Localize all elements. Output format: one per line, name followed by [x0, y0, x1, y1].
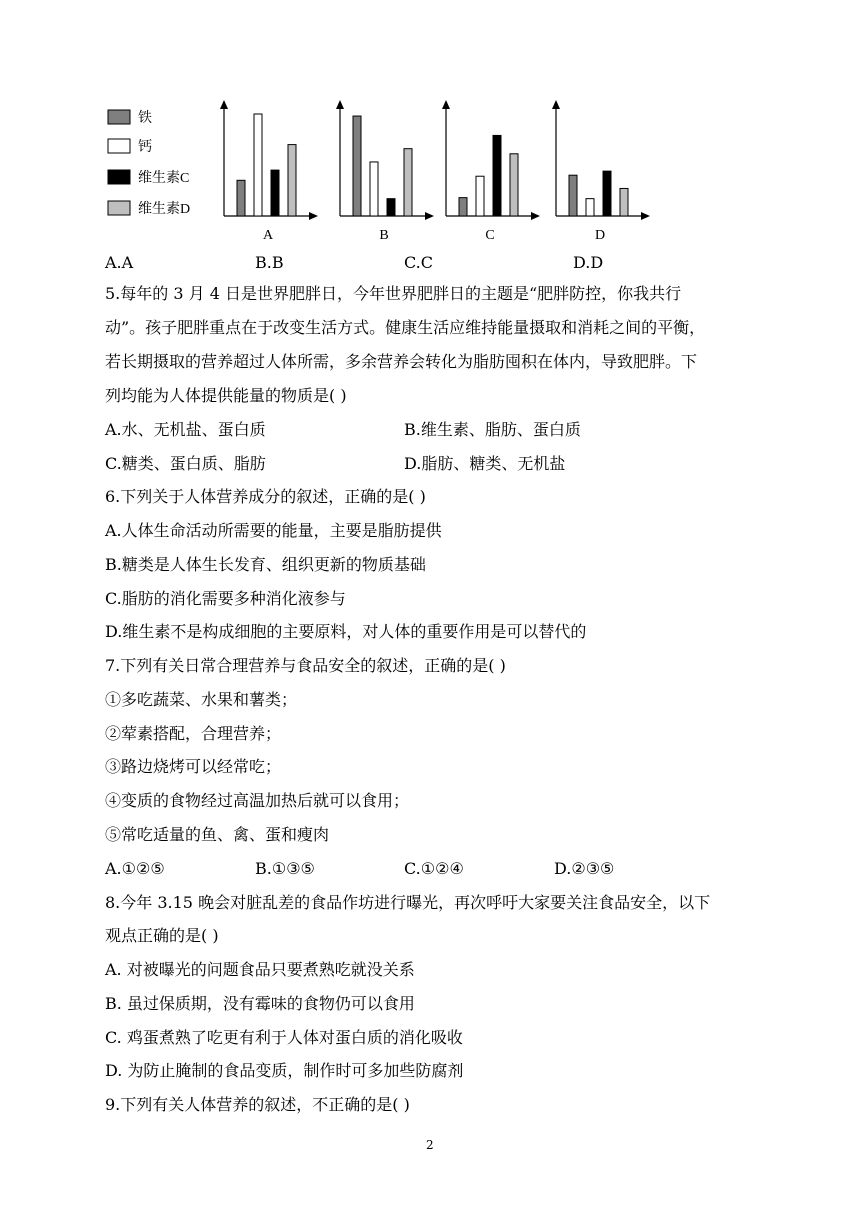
- q7-option-b[interactable]: B.①③⑤: [255, 859, 315, 878]
- bar-d-2: [603, 171, 611, 216]
- x-axis-arrow: [641, 212, 650, 220]
- x-axis-arrow: [425, 212, 434, 220]
- q6-option-a[interactable]: A.人体生命活动所需要的能量，主要是脂肪提供: [105, 521, 442, 540]
- q7-item-1: ①多吃蔬菜、水果和薯类；: [105, 690, 298, 709]
- q5-stem-line-2: 动”。孩子肥胖重点在于改变生活方式。健康生活应维持能量摄取和消耗之间的平衡，: [105, 318, 706, 337]
- q4-option-a[interactable]: A.A: [105, 253, 134, 272]
- q4-option-c[interactable]: C.C: [404, 253, 433, 272]
- q7-option-c[interactable]: C.①②④: [404, 859, 464, 878]
- q7-item-2: ②荤素搭配，合理营养；: [105, 724, 282, 743]
- bar-charts: [220, 100, 650, 243]
- chart-label-a: A: [262, 228, 274, 243]
- q7-item-5: ⑤常吃适量的鱼、禽、蛋和瘦肉: [105, 825, 330, 844]
- q8-option-d[interactable]: D. 为防止腌制的食品变质，制作时可多加些防腐剂: [105, 1061, 464, 1080]
- x-axis-arrow: [309, 212, 318, 220]
- bar-a-0: [237, 180, 245, 216]
- x-axis-arrow: [531, 212, 540, 220]
- q7-option-a[interactable]: A.①②⑤: [105, 859, 165, 878]
- chart-legend: [108, 109, 190, 217]
- bar-c-0: [459, 198, 467, 216]
- q6-option-d[interactable]: D.维生素不是构成细胞的主要原料，对人体的重要作用是可以替代的: [105, 622, 587, 641]
- q5-option-c[interactable]: C.糖类、蛋白质、脂肪: [105, 454, 266, 473]
- q7-option-d[interactable]: D.②③⑤: [554, 859, 615, 878]
- q5-stem-line-1: 5.每年的 3 月 4 日是世界肥胖日，今年世界肥胖日的主题是“肥胖防控，你我共行: [105, 284, 682, 303]
- bar-a-2: [271, 170, 279, 216]
- bar-d-0: [569, 175, 577, 216]
- bar-d-3: [620, 188, 628, 216]
- legend-swatch-2: [108, 170, 130, 184]
- q7-stem: 7.下列有关日常合理营养与食品安全的叙述，正确的是( ): [105, 656, 506, 675]
- y-axis-arrow: [442, 100, 450, 109]
- bar-c-1: [476, 176, 484, 216]
- chart-label-b: B: [379, 228, 389, 243]
- bar-b-3: [404, 149, 412, 216]
- y-axis-arrow: [220, 100, 228, 109]
- legend-label-3: 维生素D: [138, 202, 191, 217]
- bar-b-1: [370, 162, 378, 216]
- bar-chart-c: [442, 100, 540, 243]
- bar-c-3: [510, 154, 518, 216]
- q8-option-c[interactable]: C. 鸡蛋煮熟了吃更有利于人体对蛋白质的消化吸收: [105, 1028, 463, 1047]
- legend-label-1: 钙: [138, 140, 152, 155]
- q5-option-b[interactable]: B.维生素、脂肪、蛋白质: [404, 420, 581, 439]
- q5-stem-line-4: 列均能为人体提供能量的物质是( ): [105, 386, 347, 405]
- legend-label-0: 铁: [138, 111, 152, 126]
- chart-label-c: C: [485, 228, 495, 243]
- q9-stem: 9.下列有关人体营养的叙述，不正确的是( ): [105, 1095, 410, 1114]
- bar-c-2: [493, 135, 501, 216]
- q4-option-d[interactable]: D.D: [573, 253, 604, 272]
- page-number: 2: [426, 1138, 434, 1152]
- q6-option-c[interactable]: C.脂肪的消化需要多种消化液参与: [105, 589, 346, 608]
- q4-option-b[interactable]: B.B: [255, 253, 284, 272]
- y-axis-arrow: [336, 100, 344, 109]
- q8-option-b[interactable]: B. 虽过保质期，没有霉味的食物仍可以食用: [105, 994, 415, 1013]
- nutrient-bar-figure: [0, 0, 860, 250]
- bar-chart-d: [552, 100, 650, 243]
- bar-chart-a: [220, 100, 318, 243]
- chart-label-d: D: [594, 228, 606, 243]
- bar-a-3: [288, 145, 296, 216]
- legend-label-2: 维生素C: [138, 171, 190, 186]
- q8-stem-line-1: 8.今年 3.15 晚会对脏乱差的食品作坊进行曝光，再次呼吁大家要关注食品安全，以下: [105, 893, 711, 912]
- q6-stem: 6.下列关于人体营养成分的叙述，正确的是( ): [105, 487, 426, 506]
- bar-d-1: [586, 199, 594, 216]
- q8-stem-line-2: 观点正确的是( ): [105, 926, 219, 945]
- legend-swatch-3: [108, 201, 130, 215]
- bar-b-0: [353, 116, 361, 216]
- legend-swatch-1: [108, 139, 130, 153]
- bar-chart-b: [336, 100, 434, 243]
- bar-a-1: [254, 114, 262, 216]
- y-axis-arrow: [552, 100, 560, 109]
- q5-option-a[interactable]: A.水、无机盐、蛋白质: [105, 420, 266, 439]
- q5-stem-line-3: 若长期摄取的营养超过人体所需，多余营养会转化为脂肪囤积在体内，导致肥胖。下: [105, 352, 698, 371]
- q7-item-3: ③路边烧烤可以经常吃；: [105, 757, 282, 776]
- q5-option-d[interactable]: D.脂肪、糖类、无机盐: [404, 454, 566, 473]
- legend-swatch-0: [108, 110, 130, 124]
- bar-b-2: [387, 199, 395, 216]
- q8-option-a[interactable]: A. 对被曝光的问题食品只要煮熟吃就没关系: [105, 960, 415, 979]
- q7-item-4: ④变质的食物经过高温加热后就可以食用；: [105, 791, 410, 810]
- q6-option-b[interactable]: B.糖类是人体生长发育、组织更新的物质基础: [105, 555, 426, 574]
